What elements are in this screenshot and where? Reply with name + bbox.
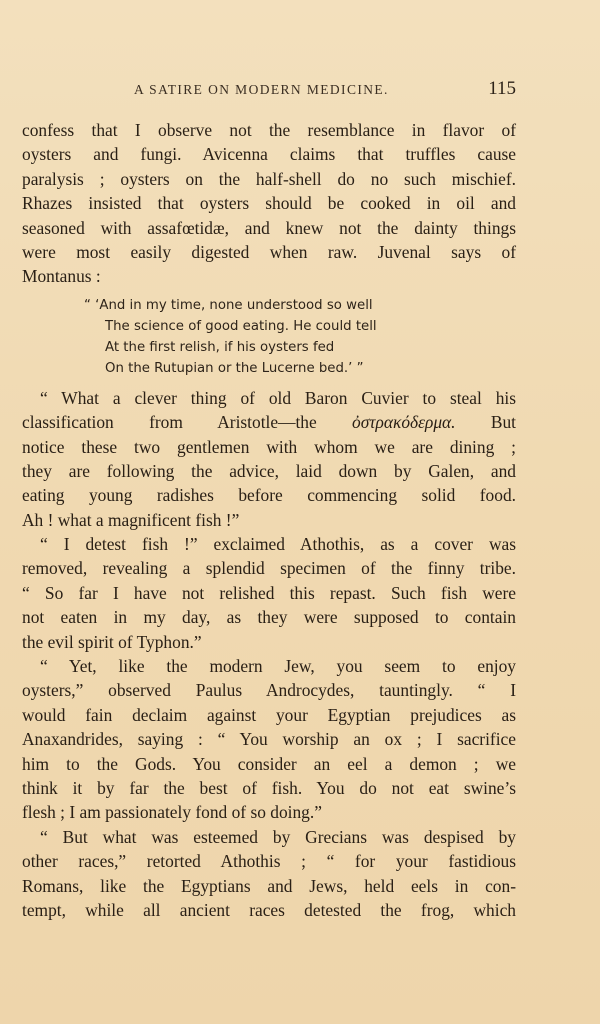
text-line: paralysis ; oysters on the half-shell do no such mischief. xyxy=(22,168,516,189)
text-line: would fain declaim against your Egyptian prejudices as xyxy=(22,704,516,725)
text-line: were most easily digested when raw. Juvenal says of xyxy=(22,241,516,262)
text-line: Montanus : xyxy=(22,266,101,287)
text-line: not eaten in my day, as they were supposed to contain xyxy=(22,607,516,628)
text-line: oysters,” observed Paulus Androcydes, tauntingly. “ I xyxy=(22,680,516,701)
text-line: eating young radishes before commencing solid food. xyxy=(22,485,516,506)
text-line: Rhazes insisted that oysters should be cooked in oil and xyxy=(22,193,516,214)
text-line: “ So far I have not relished this repast. Such fish were xyxy=(22,582,516,603)
text-span: classification from Aristotle—the xyxy=(22,412,353,433)
text-line: “ But what was esteemed by Grecians was despised by xyxy=(40,826,516,847)
text-line: confess that I observe not the resemblance in flavor of xyxy=(22,120,516,140)
text-span: But xyxy=(455,412,516,433)
text-line xyxy=(22,410,516,434)
text-line: notice these two gentlemen with whom we are dining ; xyxy=(22,436,516,457)
body-text xyxy=(22,118,516,922)
page-header xyxy=(22,78,516,104)
text-line: other races,” retorted Athothis ; “ for your fastidious xyxy=(22,851,516,872)
running-head: A SATIRE ON MODERN MEDICINE. xyxy=(134,82,389,97)
text-line: the evil spirit of Typhon.” xyxy=(22,631,202,652)
verse-line: At the first relish, if his oysters fed xyxy=(105,339,335,355)
verse-line: The science of good eating. He could tell xyxy=(105,318,377,334)
text-line: Romans, like the Egyptians and Jews, held eels in con- xyxy=(22,875,516,896)
text-line: oysters and fungi. Avicenna claims that truffles cause xyxy=(22,144,516,165)
text-line: tempt, while all ancient races detested the frog, which xyxy=(22,899,516,920)
text-line: seasoned with assafœtidæ, and knew not the dainty things xyxy=(22,217,516,238)
page-number: 115 xyxy=(488,78,516,99)
text-line: they are following the advice, laid down by Galen, and xyxy=(22,460,516,481)
verse-line: “ ‘And in my time, none understood so well xyxy=(84,297,373,313)
text-line: flesh ; I am passionately fond of so doing.” xyxy=(22,802,322,823)
greek-word: ὀστρακόδερμα. xyxy=(352,412,456,433)
text-line: “ What a clever thing of old Baron Cuvier to steal his xyxy=(40,387,516,408)
text-line: Anaxandrides, saying : “ You worship an ox ; I sacrifice xyxy=(22,729,516,750)
text-line: “ I detest fish !” exclaimed Athothis, as a cover was xyxy=(40,534,516,555)
text-line: “ Yet, like the modern Jew, you seem to enjoy xyxy=(40,656,516,677)
verse-line: On the Rutupian or the Lucerne bed.’ ” xyxy=(105,360,364,376)
text-line: think it by far the best of fish. You do not eat swine’s xyxy=(22,777,516,798)
text-line: Ah ! what a magnificent fish !” xyxy=(22,509,240,530)
text-line: him to the Gods. You consider an eel a demon ; we xyxy=(22,753,516,774)
text-line: removed, revealing a splendid specimen of the finny tribe. xyxy=(22,558,516,579)
verse-quotation xyxy=(84,295,464,379)
